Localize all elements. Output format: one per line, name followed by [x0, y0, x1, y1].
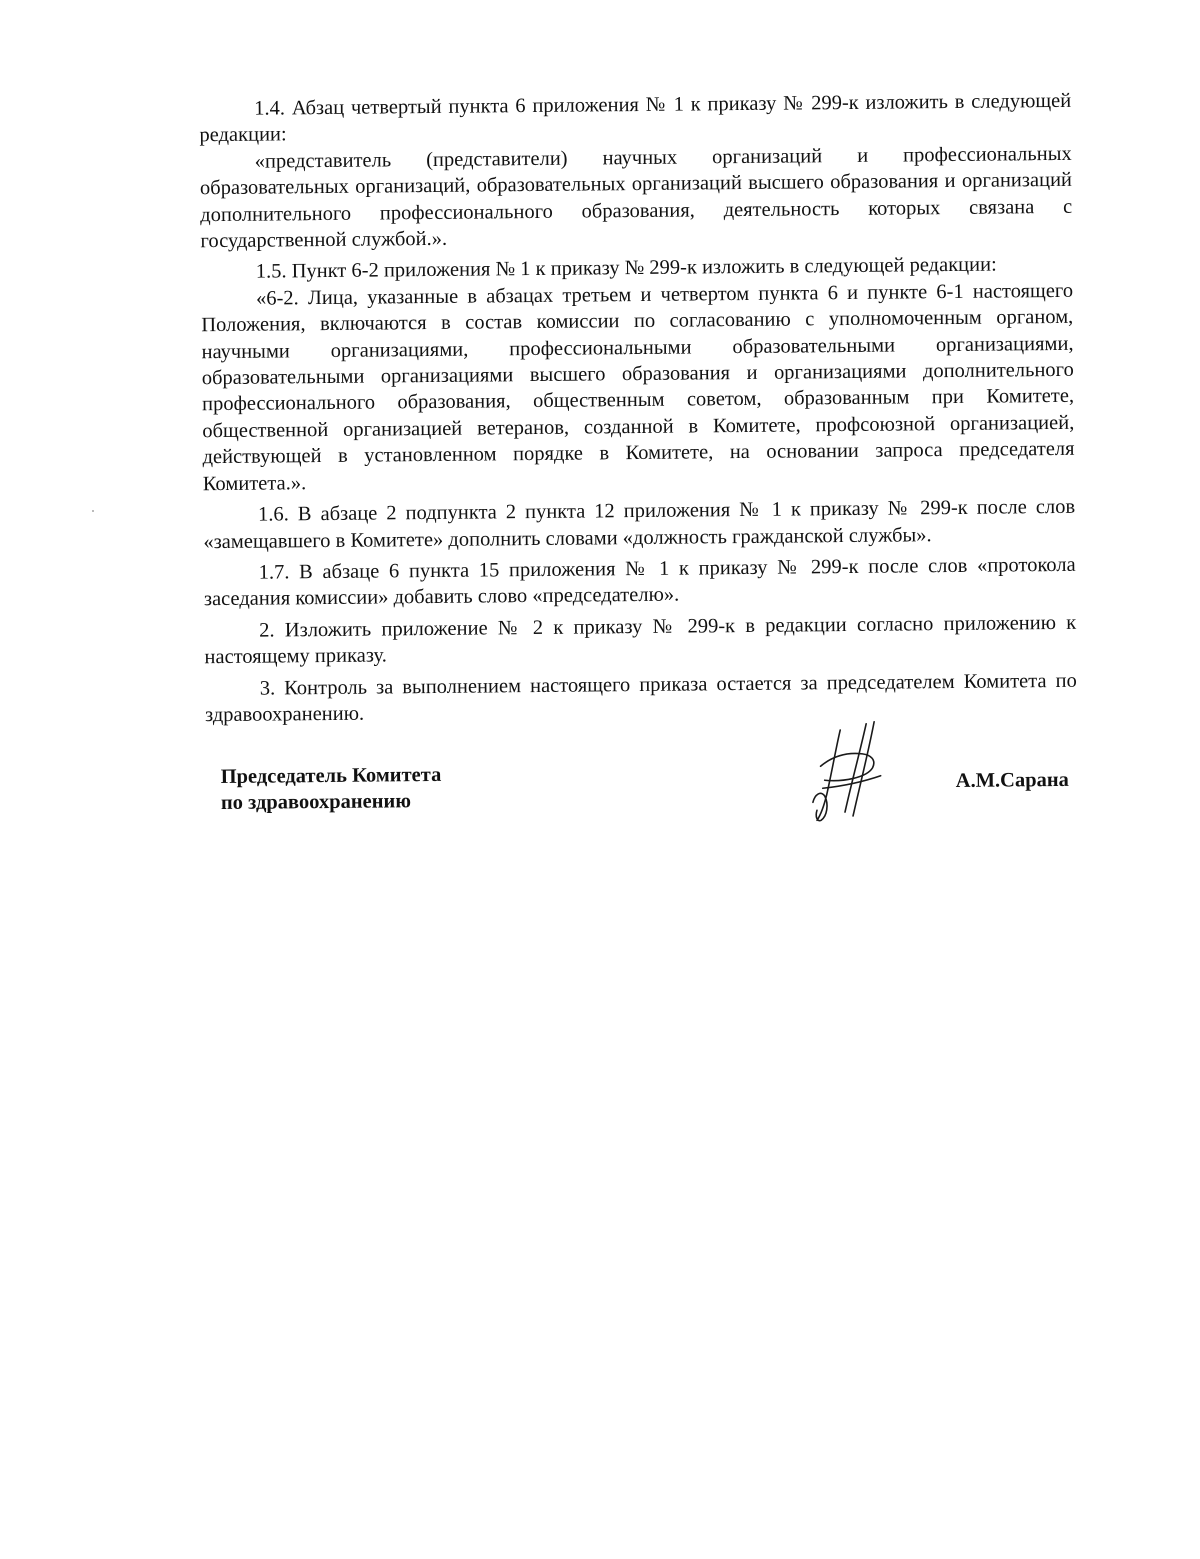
paragraph-1-7: 1.7. В абзаце 6 пункта 15 приложения № 1 к приказу № 299-к после слов «протокола заседания комиссии» добавить слово «председателю».	[203, 553, 1076, 611]
handwritten-signature	[802, 716, 893, 827]
signatory-title-line-2: по здравоохранению	[220, 790, 412, 815]
paragraph-2: 2. Изложить приложение № 2 к приказу № 299-к в редакции согласно приложению к настоящему приказу.	[204, 611, 1077, 669]
paragraph-1-5: 1.5. Пункт 6-2 приложения № 1 к приказу № 299-к изложить в следующей редакции:	[255, 254, 997, 284]
paragraph-1-5-quote: «6-2. Лица, указанные в абзацах третьем и четвертом пункта 6 и пункте 6-1 настоящего Положения, включаются в состав комиссии по согласованию с уполномоченным органом, научными организациями, профессиональными образовательными организациями, образовательными организациями высшего образования и организациями дополнительного профессионального образования, общественным советом, образованным при Комитете, общественной организацией ветеранов, созданной в Комитете, профсоюзной организацией, действующей в установленном порядке в Комитете, на основании запроса председателя Комитета.».	[201, 279, 1075, 495]
paragraph-1-4: 1.4. Абзац четвертый пункта 6 приложения № 1 к приказу № 299-к изложить в следующей редакции:	[199, 89, 1072, 147]
paragraph-1-4-quote: «представитель (представители) научных организаций и профессиональных образовательных организаций, образовательных организаций высшего образования и организаций дополнительного профессионального образования, деятельность которых связана с государственной службой.».	[199, 142, 1073, 253]
paragraph-1-6: 1.6. В абзаце 2 подпункта 2 пункта 12 приложения № 1 к приказу № 299-к после слов «замещавшего в Комитете» дополнить словами «должность гражданской службы».	[203, 495, 1076, 553]
paragraph-3: 3. Контроль за выполнением настоящего приказа остается за председателем Комитета по здравоохранению.	[204, 669, 1077, 727]
signatory-title	[221, 762, 442, 816]
signatory-name: А.М.Сарана	[955, 768, 1069, 792]
scan-speck	[92, 510, 94, 512]
signatory-title-line-1: Председатель Комитета	[220, 763, 442, 789]
